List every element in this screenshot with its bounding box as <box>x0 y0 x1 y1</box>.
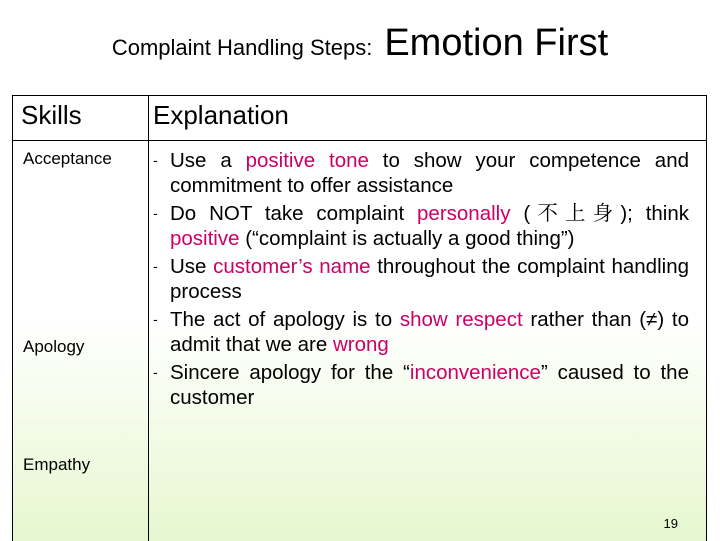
explanation-text: The act of apology is to <box>170 308 400 331</box>
explanation-text: throughout the complaint handling process <box>170 255 689 303</box>
explanation-text: rather than (≠) to admit that we are <box>170 308 690 356</box>
highlighted-text: show respect <box>399 308 523 331</box>
header-divider <box>13 140 706 141</box>
bullet-marker: - <box>153 205 158 221</box>
bullet-marker: - <box>153 258 158 274</box>
highlighted-text: customer’s name <box>213 255 371 278</box>
highlighted-text: inconvenience <box>409 361 541 384</box>
explanation-text: (不上身); think <box>510 202 690 225</box>
skill-acceptance: Acceptance <box>23 149 112 168</box>
bullet-marker: - <box>153 152 158 168</box>
explanation-text: Sincere apology for the “ <box>170 361 410 384</box>
title-main: Emotion First <box>384 22 609 64</box>
explanation-text: Use <box>170 255 214 278</box>
header-skills: Skills <box>21 100 82 130</box>
page-number: 19 <box>663 516 678 531</box>
explanation-text: Use a <box>170 149 246 172</box>
bullet-marker: - <box>153 311 158 327</box>
explanation-list <box>153 148 689 413</box>
skill-empathy: Empathy <box>23 455 91 474</box>
explanation-text: (“complaint is actually a good thing”) <box>239 227 575 250</box>
highlighted-text: positive <box>170 227 240 250</box>
highlighted-text: personally <box>417 202 511 225</box>
explanation-text: Do NOT take complaint <box>170 202 418 225</box>
explanation-item <box>153 307 689 357</box>
skill-apology: Apology <box>23 337 85 356</box>
column-divider <box>148 96 149 541</box>
slide-title <box>0 22 720 65</box>
explanation-text: to show your competence and commitment to offer assistance <box>170 149 689 197</box>
explanation-item <box>153 254 689 304</box>
explanation-item <box>153 201 689 251</box>
highlighted-text: wrong <box>332 333 389 356</box>
highlighted-text: positive tone <box>245 149 369 172</box>
explanation-text: ” caused to the customer <box>170 361 689 409</box>
bullet-marker: - <box>153 364 158 380</box>
title-prefix: Complaint Handling Steps: <box>111 35 373 60</box>
header-explanation: Explanation <box>153 100 289 130</box>
explanation-item <box>153 360 689 410</box>
explanation-item <box>153 148 689 198</box>
skills-table <box>12 95 707 541</box>
